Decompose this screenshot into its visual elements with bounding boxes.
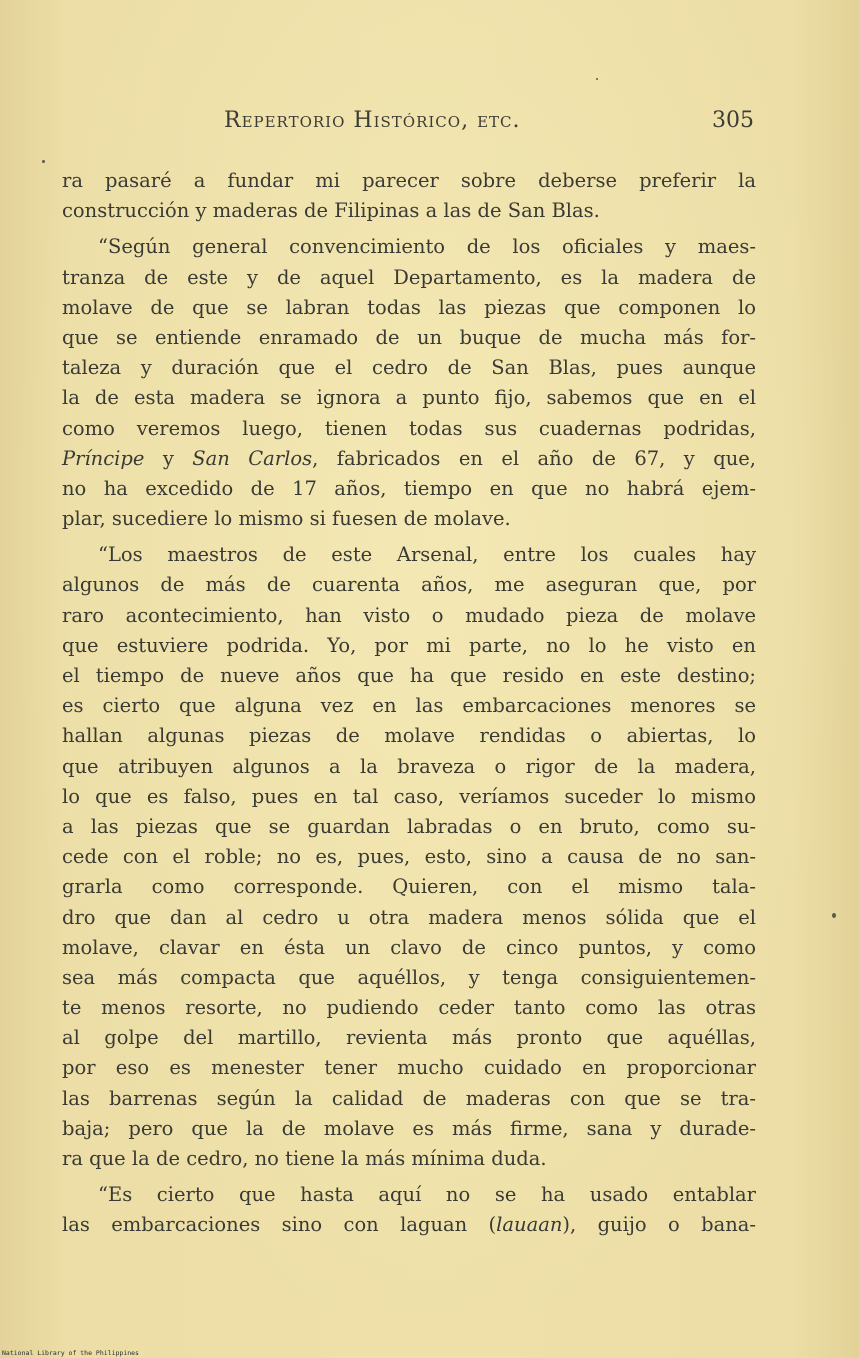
text-line: ra que la de cedro, no tiene la más mínima duda.	[62, 1147, 547, 1170]
paragraph	[62, 166, 756, 226]
footer-credit: National Library of the Philippines	[2, 1349, 139, 1357]
text-line: es cierto que alguna vez en las embarcaciones menores se	[62, 694, 756, 718]
page-number: 305	[712, 108, 754, 133]
text-line: que estuviere podrida. Yo, por mi parte, no lo he visto en	[62, 633, 756, 657]
paragraph	[62, 540, 756, 1174]
text-line: ra pasaré a fundar mi parecer sobre deberse preferir la	[62, 169, 756, 192]
text-line: dro que dan al cedro u otra madera menos sólida que el	[62, 905, 756, 929]
text-line: sea más compacta que aquéllos, y tenga consiguientemen-	[62, 965, 756, 989]
paragraph	[62, 1180, 756, 1240]
paragraph	[62, 232, 756, 534]
text-line: taleza y duración que el cedro de San Blas, pues aunque	[62, 356, 756, 380]
text-line-mixed	[62, 1210, 756, 1240]
scan-speck	[832, 913, 836, 918]
body-text	[62, 166, 756, 1241]
scan-speck	[42, 160, 45, 163]
text-fragment: , fabricados en el año de 67, y que,	[312, 446, 757, 470]
running-head	[0, 108, 859, 144]
text-line: las barrenas según la calidad de maderas con que se tra-	[62, 1086, 756, 1110]
text-line: “Los maestros de este Arsenal, entre los cuales hay	[98, 543, 756, 567]
text-line: construcción y maderas de Filipinas a las de San Blas.	[62, 199, 600, 223]
text-line: baja; pero que la de molave es más firme, sana y durade-	[62, 1116, 756, 1140]
text-line: por eso es menester tener mucho cuidado en proporcionar	[62, 1056, 756, 1080]
scan-speck	[596, 78, 598, 80]
text-line: hallan algunas piezas de molave rendidas o abiertas, lo	[62, 724, 756, 748]
text-line: que se entiende enramado de un buque de mucha más for-	[62, 325, 756, 349]
text-line: a las piezas que se guardan labradas o en bruto, como su-	[62, 814, 756, 838]
text-line: no ha excedido de 17 años, tiempo en que no habrá ejem-	[62, 476, 756, 500]
ship-name-principe: Príncipe	[62, 446, 145, 470]
text-fragment: las embarcaciones sino con laguan (	[62, 1213, 497, 1237]
text-line: “Es cierto que hasta aquí no se ha usado entablar	[98, 1183, 756, 1207]
text-line: “Según general convencimiento de los oficiales y maes-	[98, 235, 756, 259]
text-line: plar, sucediere lo mismo si fuesen de molave.	[62, 507, 511, 531]
text-fragment: ), guijo o bana-	[562, 1213, 756, 1237]
ship-name-san-carlos: San Carlos	[192, 446, 313, 470]
text-line: raro acontecimiento, han visto o mudado pieza de molave	[62, 603, 756, 627]
text-line: te menos resorte, no pudiendo ceder tanto como las otras	[62, 996, 756, 1020]
text-line: tranza de este y de aquel Departamento, es la madera de	[62, 265, 756, 289]
text-line: cede con el roble; no es, pues, esto, sino a causa de no san-	[62, 845, 756, 869]
text-line: como veremos luego, tienen todas sus cuadernas podridas,	[62, 416, 756, 440]
text-line: algunos de más de cuarenta años, me aseguran que, por	[62, 573, 756, 597]
text-fragment: y	[144, 446, 193, 470]
text-line: molave, clavar en ésta un clavo de cinco puntos, y como	[62, 935, 756, 959]
wood-name-lauaan: lauaan	[496, 1213, 563, 1237]
text-line: al golpe del martillo, revienta más pronto que aquéllas,	[62, 1026, 756, 1050]
text-line: lo que es falso, pues en tal caso, veríamos suceder lo mismo	[62, 784, 756, 808]
text-line: la de esta madera se ignora a punto fijo, sabemos que en el	[62, 386, 756, 410]
text-line: el tiempo de nueve años que ha que resido en este destino;	[62, 664, 756, 687]
text-line: grarla como corresponde. Quieren, con el mismo tala-	[62, 875, 756, 899]
text-line-mixed	[62, 444, 756, 474]
text-line: molave de que se labran todas las piezas que componen lo	[62, 295, 756, 319]
text-line: que atribuyen algunos a la braveza o rigor de la madera,	[62, 754, 756, 778]
running-title: Repertorio Histórico, etc.	[224, 108, 521, 133]
